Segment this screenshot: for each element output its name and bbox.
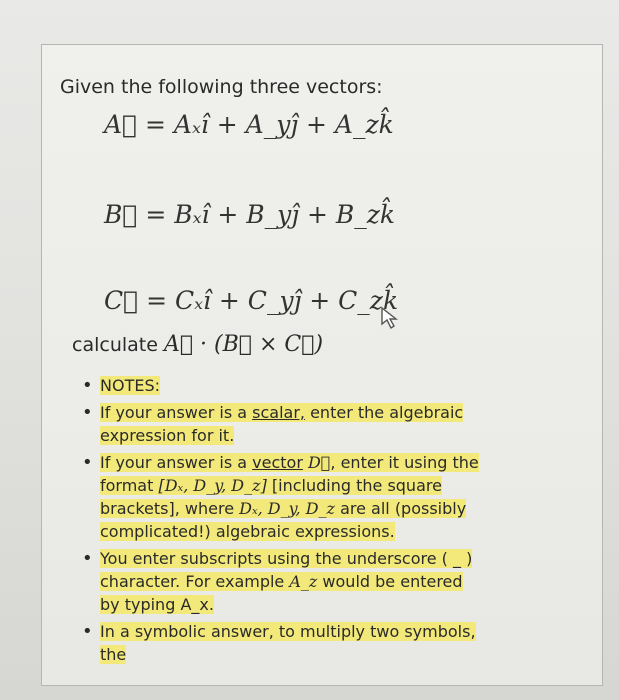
- note-text: enter the algebraic expression for it.: [100, 403, 464, 445]
- note-math: A_z: [289, 572, 318, 591]
- note-math: Dₓ, D_y, D_z: [239, 499, 335, 518]
- vector-c-equation: C⃗ = Cₓî + C_yĵ + C_zk̂: [104, 286, 399, 315]
- question-intro: Given the following three vectors:: [60, 76, 383, 98]
- calculate-prompt: [72, 332, 323, 357]
- vector-a-equation: A⃗ = Aₓî + A_yĵ + A_zk̂: [104, 110, 394, 139]
- notes-list: [80, 374, 480, 670]
- note-text: [including the square brackets], where: [100, 476, 442, 518]
- note-text: In a symbolic answer, to multiply two symbols, the: [100, 622, 476, 664]
- list-item: [80, 620, 480, 666]
- note-text: If your answer is a: [100, 453, 253, 472]
- note-text: would be entered by typing A_x.: [100, 572, 463, 614]
- list-item: [80, 547, 480, 616]
- vector-b-equation: B⃗ = Bₓî + B_yĵ + B_zk̂: [104, 200, 396, 229]
- list-item: [80, 374, 480, 397]
- list-item: [80, 451, 480, 543]
- note-text: , enter it using the format: [100, 453, 479, 495]
- list-item: [80, 401, 480, 447]
- calculate-expression: A⃗ · (B⃗ × C⃗): [163, 332, 324, 357]
- note-text: If your answer is a: [100, 403, 253, 422]
- note-math: D⃗: [302, 453, 331, 472]
- note-text: are all (possibly complicated!) algebraic expressions.: [100, 499, 467, 541]
- calculate-label: calculate: [72, 334, 158, 356]
- scalar-link[interactable]: scalar,: [252, 403, 305, 422]
- vector-link[interactable]: vector: [252, 453, 303, 472]
- notes-header: NOTES:: [100, 376, 160, 395]
- note-text: You enter subscripts using the underscore ( _ ) character. For example: [100, 549, 473, 591]
- mouse-cursor-icon: [380, 306, 402, 330]
- note-math: [Dₓ, D_y, D_z]: [158, 476, 267, 495]
